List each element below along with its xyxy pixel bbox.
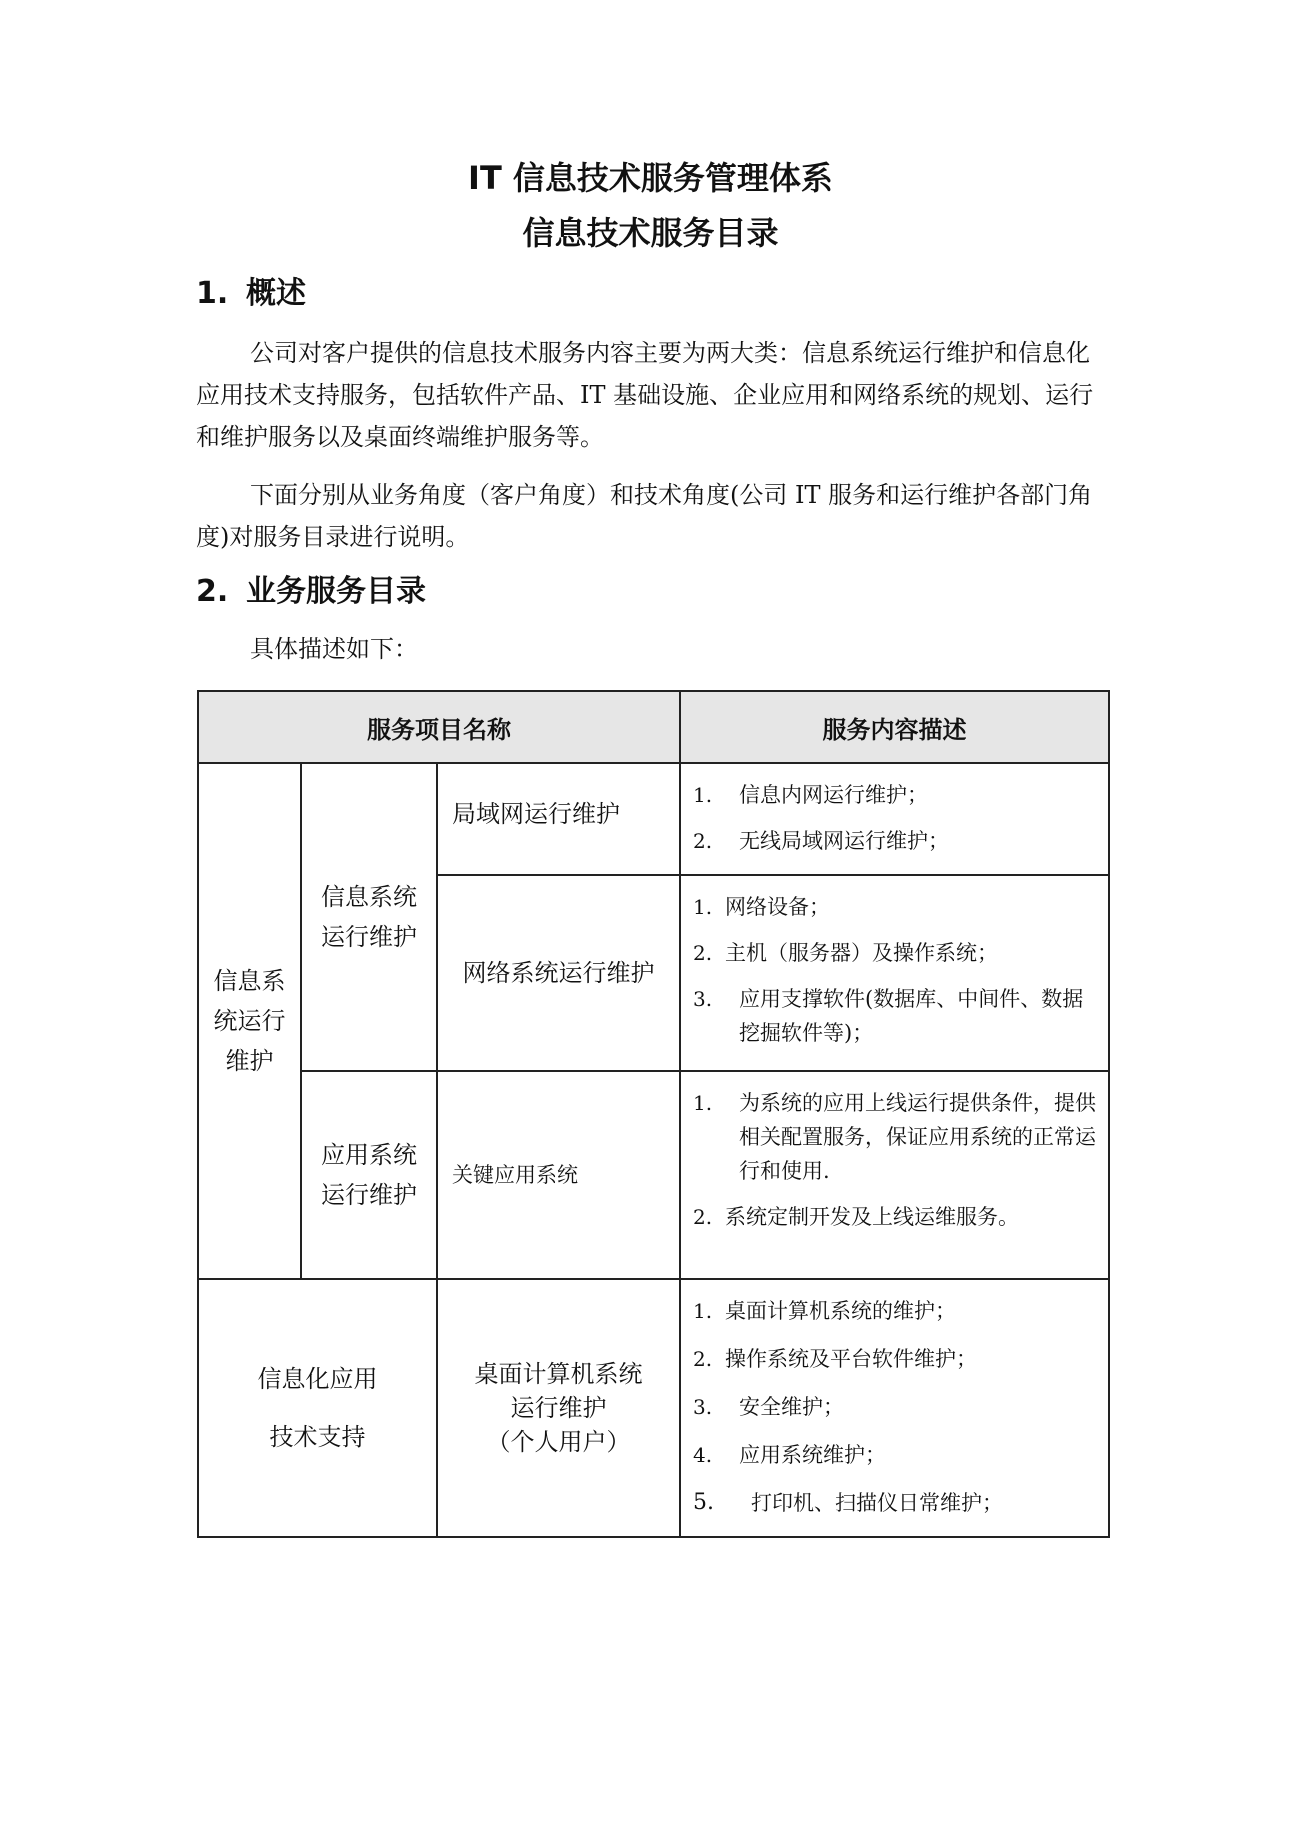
list-item: 5. 打印机、扫描仪日常维护； xyxy=(693,1490,1004,1515)
table-row xyxy=(198,763,1109,875)
service-item-line: 桌面计算机系统 xyxy=(474,1360,643,1388)
section-heading-overview xyxy=(196,275,306,313)
list-item: 2. 无线局域网运行维护； xyxy=(693,829,950,853)
catalog-intro: 具体描述如下： xyxy=(250,635,418,663)
category-cell-support xyxy=(198,1279,437,1537)
subcategory-cell-infosys xyxy=(301,763,437,1071)
list-item: 2. 系统定制开发及上线运维服务。 xyxy=(693,1205,1020,1229)
section-number: 1. xyxy=(196,276,229,311)
service-description-cell xyxy=(680,875,1109,1071)
service-item-cell: 局域网运行维护 xyxy=(437,763,680,875)
table-row xyxy=(198,1071,1109,1279)
document-subtitle: 信息技术服务目录 xyxy=(522,214,779,252)
overview-paragraph-1: 公司对客户提供的信息技术服务内容主要为两大类：信息系统运行维护和信息化应用技术支持服务，包括软件产品、IT 基础设施、企业应用和网络系统的规划、运行和维护服务以及桌面终端维护服务等。 xyxy=(196,339,1094,451)
category-line: 技术支持 xyxy=(269,1423,366,1451)
subcategory-cell-appsys xyxy=(301,1071,437,1279)
list-item: 4. 应用系统维护； xyxy=(693,1443,887,1467)
list-item: 2. 主机（服务器）及操作系统； xyxy=(693,941,999,965)
subcategory-line: 运行维护 xyxy=(321,1181,417,1209)
overview-paragraph-2: 下面分别从业务角度（客户角度）和技术角度(公司 IT 服务和运行维护各部门角度)对服务目录进行说明。 xyxy=(196,481,1093,551)
header-service-item: 服务项目名称 xyxy=(198,691,680,763)
list-item: 3. 安全维护； xyxy=(693,1395,845,1419)
subcategory-line: 应用系统 xyxy=(321,1141,417,1169)
list-item: 1. 桌面计算机系统的维护； xyxy=(693,1299,957,1323)
category-line: 统运行 xyxy=(213,1007,286,1035)
list-item: 1. 信息内网运行维护； xyxy=(693,783,929,807)
table-header-row xyxy=(198,691,1109,763)
section-heading-catalog xyxy=(196,573,426,611)
header-service-description: 服务内容描述 xyxy=(680,691,1109,763)
category-line: 信息系 xyxy=(213,967,286,995)
service-item-line: （个人用户） xyxy=(486,1428,631,1456)
service-description-cell xyxy=(680,763,1109,875)
list-item: 1. 网络设备； xyxy=(693,895,831,919)
service-description-cell xyxy=(680,1279,1109,1537)
category-line: 维护 xyxy=(225,1047,274,1075)
list-item: 3. 应用支撑软件(数据库、中间件、数据挖掘软件等)； xyxy=(693,987,1084,1045)
document-title: IT 信息技术服务管理体系 xyxy=(468,159,833,197)
service-item-cell xyxy=(437,1279,680,1537)
service-description-cell xyxy=(680,1071,1109,1279)
list-item: 2. 操作系统及平台软件维护； xyxy=(693,1347,978,1371)
service-item-line: 运行维护 xyxy=(510,1394,607,1422)
list-item: 1. 为系统的应用上线运行提供条件，提供相关配置服务，保证应用系统的正常运行和使用. xyxy=(693,1091,1097,1183)
service-item-cell: 网络系统运行维护 xyxy=(437,875,680,1071)
section-title: 概述 xyxy=(246,276,306,311)
table-row xyxy=(198,1279,1109,1537)
service-catalog-table xyxy=(197,690,1110,1538)
subcategory-line: 运行维护 xyxy=(321,923,417,951)
service-item-cell: 关键应用系统 xyxy=(437,1071,680,1279)
section-title: 业务服务目录 xyxy=(246,574,426,609)
section-number: 2. xyxy=(196,574,229,609)
category-line: 信息化应用 xyxy=(257,1365,378,1393)
category-cell-ops xyxy=(198,763,301,1279)
subcategory-line: 信息系统 xyxy=(321,883,417,911)
